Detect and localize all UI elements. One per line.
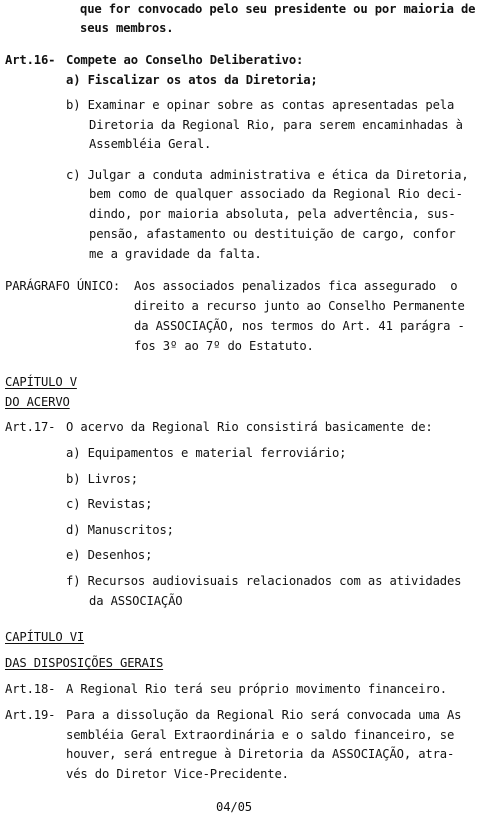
art16-item-b-line-1: b) Examinar e opinar sobre as contas apresentadas pela [66,98,455,112]
art19-line-2: sembléia Geral Extraordinária e o saldo financeiro, se [66,728,455,742]
art16-item-c-line-3: dindo, por maioria absoluta, pela advertência, sus- [89,207,456,221]
art17-item-b: b) Livros; [66,472,138,486]
paragrafo-line-1: Aos associados penalizados fica assegurado o [134,279,458,293]
paragrafo-line-4: fos 3º ao 7º do Estatuto. [134,339,314,353]
art19-line-3: houver, será entregue à Diretoria da ASSOCIAÇÃO, atra- [66,747,455,761]
art17-item-a: a) Equipamentos e material ferroviário; [66,446,347,460]
chapter-6-title: CAPÍTULO VI [5,630,85,644]
art17-item-c: c) Revistas; [66,497,153,511]
art16-label: Art.16- [5,53,56,67]
intro-line-2: seus membros. [80,21,174,35]
art16-item-c-line-2: bem como de qualquer associado da Regional Rio deci- [89,187,463,201]
art16-item-c-line-5: me a gravidade da falta. [89,247,262,261]
art16-text: Compete ao Conselho Deliberativo: [66,53,304,67]
art16-item-c-line-1: c) Julgar a conduta administrativa e ética da Diretoria, [66,168,469,182]
chapter-5-subtitle: DO ACERVO [5,395,70,409]
art17-label: Art.17- [5,420,56,434]
paragrafo-unico-label: PARÁGRAFO ÚNICO: [5,279,120,293]
art16-item-c-line-4: pensão, afastamento ou destituição de cargo, confor [89,227,456,241]
paragrafo-line-2: direito a recurso junto ao Conselho Permanente [134,299,465,313]
art16-item-b-line-3: Assembléia Geral. [89,137,212,151]
art19-line-4: vés do Diretor Vice-Precidente. [66,767,289,781]
page-number: 04/05 [216,800,252,814]
intro-line-1: que for convocado pelo seu presidente ou por maioria de [80,2,476,16]
art17-text: O acervo da Regional Rio consistirá basicamente de: [66,420,433,434]
paragrafo-line-3: da ASSOCIAÇÃO, nos termos do Art. 41 parágra - [134,319,465,333]
art16-item-a: a) Fiscalizar os atos da Diretoria; [66,73,318,87]
art17-item-f-line-1: f) Recursos audiovisuais relacionados com as atividades [66,574,462,588]
art16-item-b-line-2: Diretoria da Regional Rio, para serem encaminhadas à [89,118,463,132]
art19-label: Art.19- [5,708,56,722]
art18-text: A Regional Rio terá seu próprio movimento financeiro. [66,682,447,696]
art17-item-e: e) Desenhos; [66,548,153,562]
art19-line-1: Para a dissolução da Regional Rio será convocada uma As [66,708,462,722]
art17-item-d: d) Manuscritos; [66,523,174,537]
art18-label: Art.18- [5,682,56,696]
art17-item-f-line-2: da ASSOCIAÇÃO [89,594,183,608]
chapter-6-subtitle: DAS DISPOSIÇÕES GERAIS [5,656,164,670]
chapter-5-title: CAPÍTULO V [5,375,77,389]
